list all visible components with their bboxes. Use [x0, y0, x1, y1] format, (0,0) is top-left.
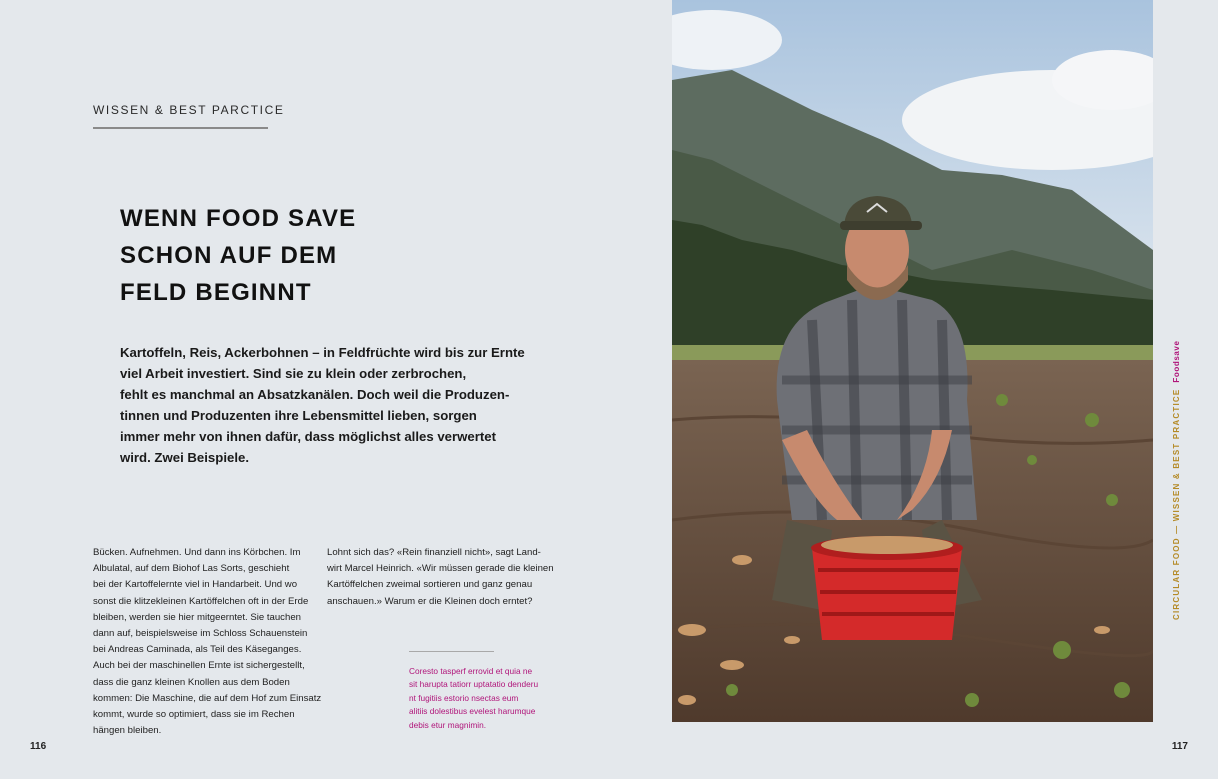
body-line: anschauen.» Warum er die Kleinen doch erntet? [327, 595, 533, 607]
section-rule [93, 127, 268, 129]
pull-quote [409, 665, 538, 732]
body-line: dann auf, beispielsweise im Schloss Schauenstein [93, 628, 308, 640]
lead-line: wird. Zwei Beispiele. [120, 450, 249, 465]
pull-quote-line: nt fugitiis estorio nsectas eum [409, 692, 519, 703]
pull-quote-line: sit harupta tatiorr uptatatio denderu [409, 679, 539, 690]
pull-quote-line: alitiis dolestibus evelest harumque [409, 706, 536, 717]
body-line: kommt, wurde so optimiert, dass sie im Rechen [93, 709, 295, 721]
body-line: Bücken. Aufnehmen. Und dann ins Körbchen. Im [93, 547, 301, 558]
headline-line: WENN FOOD SAVE [120, 205, 357, 232]
running-head-text: CIRCULAR FOOD — WISSEN & BEST PRACTICE [1172, 388, 1181, 620]
body-column-1 [93, 545, 322, 739]
body-line: bei Andreas Caminada, als Teil des Käseganges. [93, 644, 302, 656]
lead-line: Kartoffeln, Reis, Ackerbohnen – in Feldfrüchte wird bis zur Ernte [120, 345, 525, 360]
running-head-accent: Foodsave [1172, 340, 1181, 383]
body-line: sonst die klitzekleinen Kartöffelchen oft in der Erde [93, 595, 309, 607]
body-line: wirt Marcel Heinrich. «Wir müssen gerade die kleinen [327, 563, 554, 575]
page-number-left: 116 [30, 741, 47, 752]
pull-quote-line: debis etur magnimin. [409, 719, 487, 730]
farmer-photo [672, 0, 1153, 722]
body-column-2 [327, 545, 557, 610]
running-head-vertical [1172, 340, 1181, 620]
lead-line: viel Arbeit investiert. Sind sie zu klein oder zerbrochen, [120, 366, 467, 381]
pull-quote-rule [409, 651, 494, 652]
lead-paragraph [120, 342, 525, 468]
page-number-right: 117 [1171, 741, 1188, 752]
body-line: Auch bei der maschinellen Ernte ist sichergestellt, [93, 660, 305, 672]
body-line: Kartöffelchen zweimal sortieren und ganz genau [327, 579, 533, 591]
body-line: bleiben, werden sie hier mitgeerntet. Sie tauchen [93, 611, 301, 623]
headline-line: SCHON AUF DEM [120, 242, 338, 269]
body-line: bei der Kartoffelernte viel in Handarbeit. Und wo [93, 579, 298, 591]
section-label: WISSEN & BEST PARCTICE [93, 103, 285, 117]
headline [120, 200, 356, 311]
right-page [672, 0, 1218, 779]
headline-line: FELD BEGINNT [120, 279, 312, 306]
body-line: hängen bleiben. [93, 725, 162, 737]
body-line: Albulatal, auf dem Biohof Las Sorts, geschieht [93, 563, 290, 575]
lead-line: tinnen und Produzenten ihre Lebensmittel lieben, sorgen [120, 408, 477, 423]
pull-quote-line: Coresto tasperf errovid et quia ne [409, 666, 533, 676]
body-line: kommen: Die Maschine, die auf dem Hof zum Einsatz [93, 692, 322, 704]
body-line: dass die ganz kleinen Knollen aus dem Boden [93, 676, 290, 688]
body-line: Lohnt sich das? «Rein finanziell nicht», sagt Land- [327, 547, 541, 558]
lead-line: immer mehr von ihnen dafür, dass möglichst alles verwertet [120, 429, 496, 444]
lead-line: fehlt es manchmal an Absatzkanälen. Doch weil die Produzen- [120, 387, 510, 402]
farmer-photo-illustration [672, 0, 1153, 722]
